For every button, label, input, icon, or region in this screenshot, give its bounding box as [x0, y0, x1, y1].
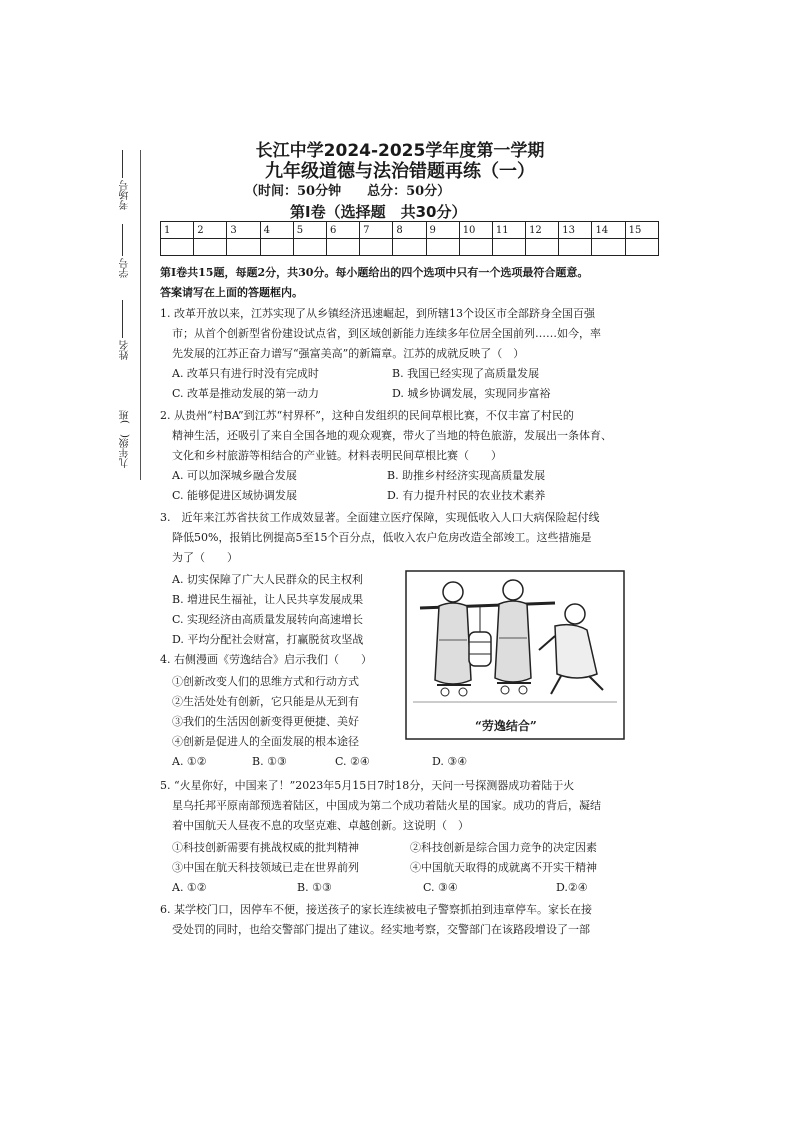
answer-number: 13: [559, 222, 592, 239]
exam-subtitle: 九年级道德与法治错题再练（一）: [265, 161, 535, 182]
q2-option-b[interactable]: B. 助推乡村经济实现高质量发展: [387, 469, 546, 482]
q2-stem: 文化和乡村旅游等相结合的产业链。材料表明民间草根比赛（ ）: [172, 449, 502, 462]
answer-number: 3: [227, 222, 260, 239]
answer-cell[interactable]: [426, 239, 459, 256]
answer-number: 2: [194, 222, 227, 239]
name-label: 姓名: [120, 340, 131, 360]
student-no-label: 学号: [120, 258, 131, 278]
answer-cell[interactable]: [625, 239, 658, 256]
q1-option-b[interactable]: B. 我国已经实现了高质量发展: [392, 367, 540, 380]
answer-cell[interactable]: [526, 239, 559, 256]
q3-option-a[interactable]: A. 切实保障了广大人民群众的民主权利: [172, 573, 363, 586]
answer-cell[interactable]: [293, 239, 326, 256]
q4-stem: 4. 右侧漫画《劳逸结合》启示我们（ ）: [160, 653, 372, 666]
q5-option-d[interactable]: D.②④: [556, 881, 588, 894]
q3-option-c[interactable]: C. 实现经济由高质量发展转向高速增长: [172, 613, 364, 626]
instructions-line: 第Ⅰ卷共15题，每题2分，共30分。每小题给出的四个选项中只有一个选项最符合题意。: [160, 266, 589, 279]
answer-number: 9: [426, 222, 459, 239]
instructions-line: 答案请写在上面的答题框内。: [160, 286, 303, 299]
answer-cell[interactable]: [393, 239, 426, 256]
q1-option-d[interactable]: D. 城乡协调发展，实现同步富裕: [392, 387, 551, 400]
q4-statement-4: ④创新是促进人的全面发展的根本途径: [172, 735, 359, 748]
q5-option-a[interactable]: A. ①②: [172, 881, 207, 894]
class-label: 九年级( )班: [120, 410, 131, 468]
answer-number: 5: [293, 222, 326, 239]
q1-stem: 先发展的江苏正奋力谱写“强富美高”的新篇章。江苏的成就反映了（ ）: [172, 347, 525, 360]
binding-line: [140, 150, 141, 480]
instructions: [160, 263, 640, 303]
student-info-margin: [112, 140, 134, 490]
q1-stem: 市；从首个创新型省份建设试点省，到区域创新能力连续多年位居全国前列……如今，率: [172, 327, 601, 340]
answer-number: 7: [360, 222, 393, 239]
q2-option-d[interactable]: D. 有力提升村民的农业技术素养: [387, 489, 546, 502]
answer-number: 1: [161, 222, 194, 239]
q5-option-c[interactable]: C. ③④: [423, 881, 458, 894]
q2-stem: 2. 从贵州“村BA”到江苏“村界杯”，这种自发组织的民间草根比赛，不仅丰富了村民的: [160, 409, 574, 422]
cartoon-caption: “劳逸结合”: [475, 719, 537, 733]
q3-option-b[interactable]: B. 增进民生福祉，让人民共享发展成果: [172, 593, 364, 606]
answer-number: 11: [492, 222, 525, 239]
q4-statement-1: ①创新改变人们的思维方式和行动方式: [172, 675, 359, 688]
answer-cell[interactable]: [161, 239, 194, 256]
q1-option-c[interactable]: C. 改革是推动发展的第一动力: [172, 387, 320, 400]
q5-statement-3: ③中国在航天科技领域已走在世界前列: [172, 861, 359, 874]
q5-option-b[interactable]: B. ①③: [297, 881, 332, 894]
answer-cell[interactable]: [492, 239, 525, 256]
answer-table: [160, 221, 659, 256]
student-no-blank[interactable]: [122, 224, 123, 256]
q1-stem: 1. 改革开放以来，江苏实现了从乡镇经济迅速崛起，到所辖13个设区市全部跻身全国百强: [160, 307, 595, 320]
q4-statement-2: ②生活处处有创新，它只能是从无到有: [172, 695, 359, 708]
q4-option-d[interactable]: D. ③④: [432, 755, 468, 768]
answer-number: 8: [393, 222, 426, 239]
answer-number: 4: [260, 222, 293, 239]
q4-option-a[interactable]: A. ①②: [172, 755, 207, 768]
answer-cell[interactable]: [227, 239, 260, 256]
answer-number: 12: [526, 222, 559, 239]
q3-option-d[interactable]: D. 平均分配社会财富，打赢脱贫攻坚战: [172, 633, 364, 646]
answer-cell[interactable]: [260, 239, 293, 256]
answer-cell[interactable]: [194, 239, 227, 256]
q5-statement-1: ①科技创新需要有挑战权威的批判精神: [172, 841, 359, 854]
q5-statement-2: ②科技创新是综合国力竞争的决定因素: [410, 841, 597, 854]
q5-stem: 5. “火星你好，中国来了！”2023年5月15日7时18分，天问一号探测器成功着陆于火: [160, 779, 575, 792]
time-info: （时间：50分钟 总分：50分）: [245, 184, 451, 199]
q4-option-c[interactable]: C. ②④: [335, 755, 370, 768]
section-title: 第Ⅰ卷（选择题 共30分）: [290, 203, 467, 221]
q5-stem: 着中国航天人昼夜不息的攻坚克难、卓越创新。这说明（ ）: [172, 819, 469, 832]
q6-stem: 6. 某学校门口，因停车不便，接送孩子的家长连续被电子警察抓拍到违章停车。家长在接: [160, 903, 592, 916]
cartoon-figure: [405, 570, 625, 740]
q3-stem: 为了（ ）: [172, 551, 238, 564]
q4-statement-3: ③我们的生活因创新变得更便捷、美好: [172, 715, 359, 728]
name-blank[interactable]: [122, 300, 123, 338]
exam-room-blank[interactable]: [122, 150, 123, 178]
answer-cell[interactable]: [592, 239, 625, 256]
exam-title: 长江中学2024-2025学年度第一学期: [255, 141, 545, 161]
exam-room-label: 考场号: [120, 180, 131, 210]
q3-stem: 降低50%，报销比例提高5至15个百分点，低收入农户危房改造全部竣工。这些措施是: [172, 531, 592, 544]
answer-cell[interactable]: [559, 239, 592, 256]
answer-number: 14: [592, 222, 625, 239]
q2-option-a[interactable]: A. 可以加深城乡融合发展: [172, 469, 297, 482]
q5-stem: 星乌托邦平原南部预选着陆区，中国成为第二个成功着陆火星的国家。成功的背后，凝结: [172, 799, 601, 812]
cartoon-illustration: [405, 570, 625, 740]
q1-option-a[interactable]: A. 改革只有进行时没有完成时: [172, 367, 319, 380]
answer-table-header-row: [161, 222, 659, 239]
q6-stem: 受处罚的同时，也给交警部门提出了建议。经实地考察，交警部门在该路段增设了一部: [172, 923, 590, 936]
q2-stem: 精神生活，还吸引了来自全国各地的观众观赛，带火了当地的特色旅游，发展出一条体育、: [172, 429, 612, 442]
answer-number: 15: [625, 222, 658, 239]
q5-statement-4: ④中国航天取得的成就离不开实干精神: [410, 861, 597, 874]
answer-cell[interactable]: [360, 239, 393, 256]
answer-cell[interactable]: [459, 239, 492, 256]
answer-number: 6: [326, 222, 359, 239]
q2-option-c[interactable]: C. 能够促进区域协调发展: [172, 489, 298, 502]
q3-stem: 3. 近年来江苏省扶贫工作成效显著。全面建立医疗保障，实现低收入人口大病保险起付线: [160, 511, 600, 524]
q4-option-b[interactable]: B. ①③: [252, 755, 287, 768]
answer-cell[interactable]: [326, 239, 359, 256]
answer-table-input-row: [161, 239, 659, 256]
answer-number: 10: [459, 222, 492, 239]
